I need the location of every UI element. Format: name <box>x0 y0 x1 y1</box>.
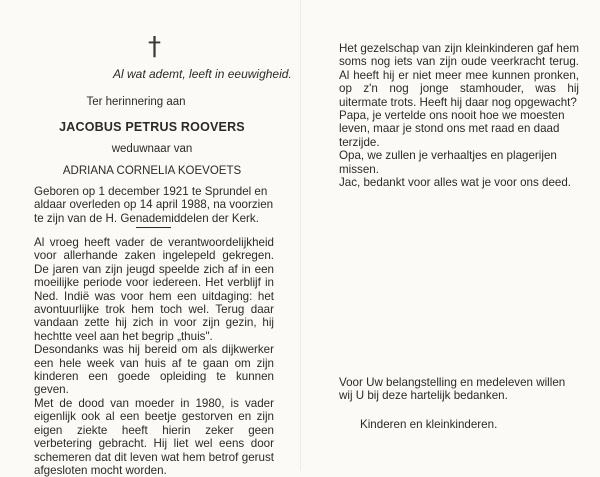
thanks-text: Voor Uw belangstelling en medeleven willen wij U bij deze hartelijk bedanken. <box>339 376 566 403</box>
story-paragraph: Met de dood van moeder in 1980, is vader eigenlijk ook al een beetje gestorven en zijn eigen ziekte heeft hierin zeker geen verbetering gebracht. Hij liet wel eens door schemeren dat dit leven wat hem betrof gerust afgesloten mocht worden. <box>34 396 274 477</box>
motto: Al wat ademt, leeft in eeuwigheid. <box>113 67 292 81</box>
story-paragraph: Al vroeg heeft vader de verantwoordelijkheid voor allerhande zaken ingelepeld gekregen. De jaren van zijn jeugd speelde zich af in een moeilijke periode voor iedereen. Het verblijf in Ned. Indië was voor hem een uitdaging: het avontuurlijke trok hem toch wel. Terug daar vandaan zette hij zich in voor zijn gezin, hij hechtte veel aan het begrip „thuis". <box>34 236 274 343</box>
family-tribute <box>339 42 579 189</box>
separator-line <box>136 227 171 228</box>
in-memory-label: Ter herinnering aan <box>86 96 186 108</box>
tribute-paragraph: Jac, bedankt voor alles wat je voor ons deed. <box>339 176 572 190</box>
life-story <box>34 236 274 477</box>
tribute-paragraph: Opa, we zullen je verhaaltjes en plagerijen missen. <box>339 149 557 176</box>
relation-label: weduwnaar van <box>111 143 193 155</box>
tribute-paragraph: Papa, je vertelde ons nooit hoe we moesten leven, maar je stond ons met raad en daad terzijde. <box>339 109 565 149</box>
signature: Kinderen en kleinkinderen. <box>360 418 498 431</box>
birth-death-text: Geboren op 1 december 1921 te Sprundel en aldaar overleden op 14 april 1988, na voorzien te zijn van de H. Genademiddelen der Kerk. <box>34 185 274 225</box>
spouse-name: ADRIANA CORNELIA KOEVOETS <box>62 165 242 177</box>
tribute-paragraph: Het gezelschap van zijn kleinkinderen gaf hem soms nog iets van zijn oude veerkracht terug. Al heeft hij er niet meer mee kunnen pronken, op z'n nog jonge stamhouder, was hij uitermate trots. Heeft hij daar nog opgewacht? <box>339 42 579 109</box>
card-fold-line <box>300 0 301 471</box>
cross-icon: † <box>148 32 161 62</box>
story-paragraph: Desondanks was hij bereid om als dijkwerker een hele week van huis af te gaan om zijn kinderen een goede opleiding te kunnen geven. <box>34 343 274 397</box>
deceased-name: JACOBUS PETRUS ROOVERS <box>59 120 245 134</box>
